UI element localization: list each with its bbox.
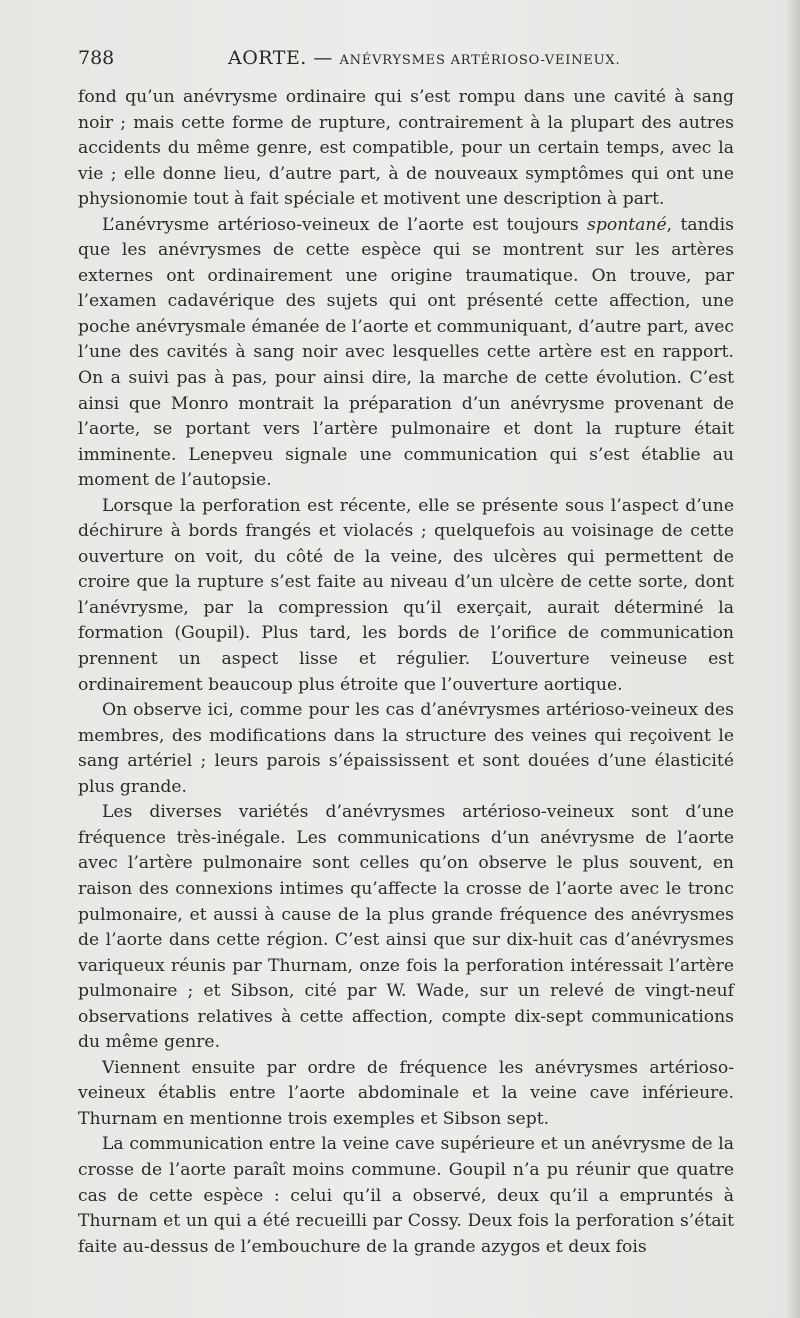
paragraph-3: Lorsque la perforation est récente, elle se présente sous l’aspect d’une déchirure à bords frangés et violacés ; quelquefois au voisinage de cette ouverture on voit, du côté de la veine, des ulcères qui permettent de croire que la rupture s’est faite au niveau d’un ulcère de cette sorte, dont l’anévrysme, par la compression qu’il exerçait, aurait déterminé la formation (Goupil). Plus tard, les bords de l’orifice de communication prennent un aspect lisse et régulier. L’ouverture veineuse est ordinairement beaucoup plus étroite que l’ouverture aortique. — [78, 495, 734, 695]
paragraph-1: fond qu’un anévrysme ordinaire qui s’est rompu dans une cavité à sang noir ; mais cette forme de rupture, contrairement à la plupart des autres accidents du même genre, est compatible, pour un certain temps, avec la vie ; elle donne lieu, d’autre part, à de nouveaux symptômes qui ont une physionomie tout à fait spéciale et motivent une description à part. — [78, 87, 734, 210]
chapter-title: AORTE. — [228, 47, 307, 69]
paragraph-7: La communication entre la veine cave supérieure et un anévrysme de la crosse de l’aorte paraît moins commune. Goupil n’a pu réunir que quatre cas de cette espèce : celui qu’il a observé, deux qu’il a empruntés à Thurnam et un qui a été recueilli par Cossy. Deux fois la perforation s’était faite au-dessus de l’embouchure de la grande azygos et deux fois — [78, 1134, 734, 1257]
running-title — [228, 47, 620, 69]
section-subtitle: ANÉVRYSMES ARTÉRIOSO-VEINEUX. — [339, 53, 621, 68]
title-separator: — — [306, 47, 340, 69]
paragraph-2: L’anévrysme artérioso-veineux de l’aorte est toujours spontané, tandis que les anévrysmes de cette espèce qui se montrent sur les artères externes ont ordinairement une origine traumatique. On trouve, par l’examen cadavérique des sujets qui ont présenté cette affection, une poche anévrysmale émanée de l’aorte et communiquant, d’autre part, avec l’une des cavités à sang noir avec lesquelles cette artère est en rapport. On a suivi pas à pas, pour ainsi dire, la marche de cette évolution. C’est ainsi que Monro montrait la préparation d’un anévrysme provenant de l’aorte, se portant vers l’artère pulmonaire et dont la rupture était imminente. Lenepveu signale une communication qui s’est établie au moment de l’autopsie. — [78, 214, 734, 491]
paragraph-4: On observe ici, comme pour les cas d’anévrysmes artérioso-veineux des membres, des modifications dans la structure des veines qui reçoivent le sang artériel ; leurs parois s’épaississent et sont douées d’une élasticité plus grande. — [78, 700, 734, 797]
emphasis-spontane: spontané — [587, 214, 667, 235]
page-number: 788 — [78, 47, 115, 69]
paragraph-6: Viennent ensuite par ordre de fréquence les anévrysmes artérioso-veineux établis entre l’aorte abdominale et la veine cave inférieure. Thurnam en mentionne trois exemples et Sibson sept. — [78, 1057, 734, 1129]
running-header — [78, 47, 758, 73]
body-text — [78, 85, 734, 1260]
paragraph-5: Les diverses variétés d’anévrysmes artérioso-veineux sont d’une fréquence très-inégale. Les communications d’un anévrysme de l’aorte avec l’artère pulmonaire sont celles qu’on observe le plus souvent, en raison des connexions intimes qu’affecte la crosse de l’aorte avec le tronc pulmonaire, et aussi à cause de la plus grande fréquence des anévrysmes de l’aorte dans cette région. C’est ainsi que sur dix-huit cas d’anévrysmes variqueux réunis par Thurnam, onze fois la perforation intéressait l’artère pulmonaire ; et Sibson, cité par W. Wade, sur un relevé de vingt-neuf observations relatives à cette affection, compte dix-sept communications du même genre. — [78, 802, 734, 1053]
page-edge-shadow — [786, 0, 800, 1318]
